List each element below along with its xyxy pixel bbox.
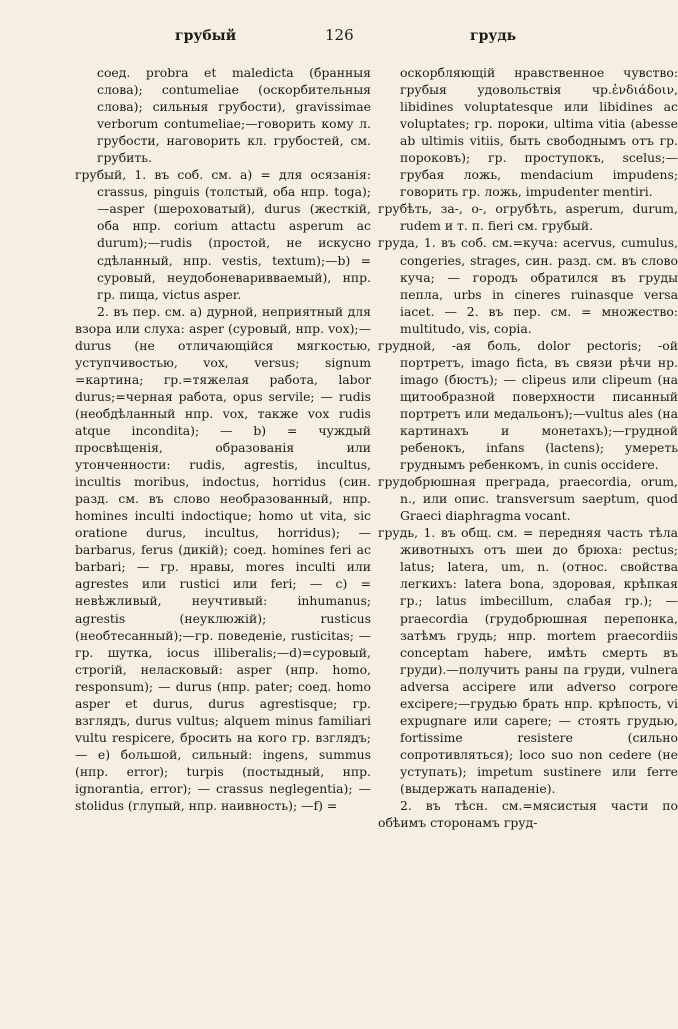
running-head-right: грудь [470,28,517,44]
entry: грубый, 1. въ соб. см. а) = для осязанія: crassus, pinguis (толстый, оба нпр. toga);—asper (шероховатый), durus (жесткій, оба нпр. corium attactu asperum ac durum);—rudis (простой, не искусно сдѣланный, нпр. vestis, textum);—b) = суровый, неудобоневаривваемый), нпр. гр. пища, victus asper. [75,167,371,302]
entry: 2. въ пер. см. а) дурной, неприятный для взора или слуха: asper (суровый, нпр. vox);—durus (не отличающійся мягкостью, уступчивостью, vox, versus; signum =картина; гр.=тяжелая работа, labor durus;=черная работа, opus servile; — rudis (необдѣланный нпр. vox, также vox rudis atque incondita); — b) = чуждый просвѣщенія, образованія или утонченности: rudis, agrestis, incultus, incultis moribus, indoctus, horridus (син. разд. см. въ слово необразованный, нпр. homines inculti indoctique; homo ut vita, sic oratione durus, incultus, horridus); — barbarus, ferus (дикій); соед. homines feri ac barbari; — гр. нравы, mores inculti или agrestes или rustici или feri; — с) = невѣжливый, неучтивый: inhumanus; agrestis (неуклюжій); rusticus (необтесанный);—гр. поведеніе, rusticitas; — гр. шутка, iocus illiberalis;—d)=суровый, строгій, неласковый: asper (нпр. homo, responsum); — durus (нпр. pater; соед. homo asper et durus, durus agrestisque; гр. взглядъ, durus vultus; alquem minus familiari vultu respicere, бросить на кого гр. взглядъ; — е) большой, сильный: ingens, summus (нпр. error); turpis (постыдный, нпр. ignorantia, error); — crassus neglegentia); — stolidus (глупый, нпр. наивность); —f) = [75,303,371,814]
entry: грудной, -ая боль, dolor pectoris; -ой портретъ, imago ficta, въ связи рѣчи нр. imago (бюстъ); — clipeus или clipeum (на щитообразной поверхности писанный портретъ или медальонъ);—vultus ales (на картинахъ и монетахъ);—грудной ребенокъ, infans (lactens); умереть груднымъ ребенкомъ, in cunis occidere. [378,337,678,473]
running-head-left: грубый [175,28,237,44]
entry: грудь, 1. въ общ. см. = передняя часть тѣла животныхъ отъ шеи до брюха: pectus; latus; latera, um, n. (относ. свойства легкихъ: latera bona, здоровая, крѣпкая гр.; latus imbecillum, слабая гр.); —praecordia (грудобрюшная перепонка, затѣмъ грудь; нпр. mortem praecordiis conceptam habere, имѣть смерть въ груди).—получить раны па груди, vulnera adversa accipere или adverso corpore excipere;—грудью брать нпр. крѣпость, vi expugnare или capere; — стоять грудью, fortissime resistere (сильно сопротивляться); loco suo non cedere (не уступать); impetum sustinere или ferre (выдержать нападеніе). [378,525,678,796]
left-column [75,64,371,814]
entry: оскорбляющій нравственное чувство: грубыя удовольствія чр.ἐνδιάδοιν, libidines voluptatesque или libidines ac voluptates; гр. пороки, ultima vitia (abesse ab ultimis vitiis, быть свободнымъ отъ гр. пороковъ); гр. проступокъ, scelus;—грубая ложь, mendacium impudens; говорить гр. ложь, impudenter mentiri. [400,65,678,200]
page-number: 126 [325,26,354,44]
right-column [378,64,678,831]
entry: 2. въ тѣсн. см.=мясистыя части по обѣимъ сторонамъ груд- [378,798,678,831]
entry: грудобрюшная преграда, praecordia, orum, n., или опис. transversum saeptum, quod Graeci diaphragma vocant. [378,474,678,524]
entry: груда, 1. въ соб. см.=куча: acervus, cumulus, congeries, strages, син. разд. см. въ слово куча; — городъ обратился въ груды пепла, urbs in cineres ruinasque versa iacet. — 2. въ пер. см. = множество: multitudo, vis, copia. [378,235,678,336]
entry: грубѣть, за-, о-, огрубѣть, asperum, durum, rudem и т. п. fieri см. грубый. [378,201,678,234]
entry: соед. probra et maledicta (бранныя слова); contumeliae (оскорбительныя слова); сильныя грубости), gravissimae verborum contumeliae;—говорить кому л. грубости, наговорить кл. грубостей, см. грубить. [97,65,371,166]
